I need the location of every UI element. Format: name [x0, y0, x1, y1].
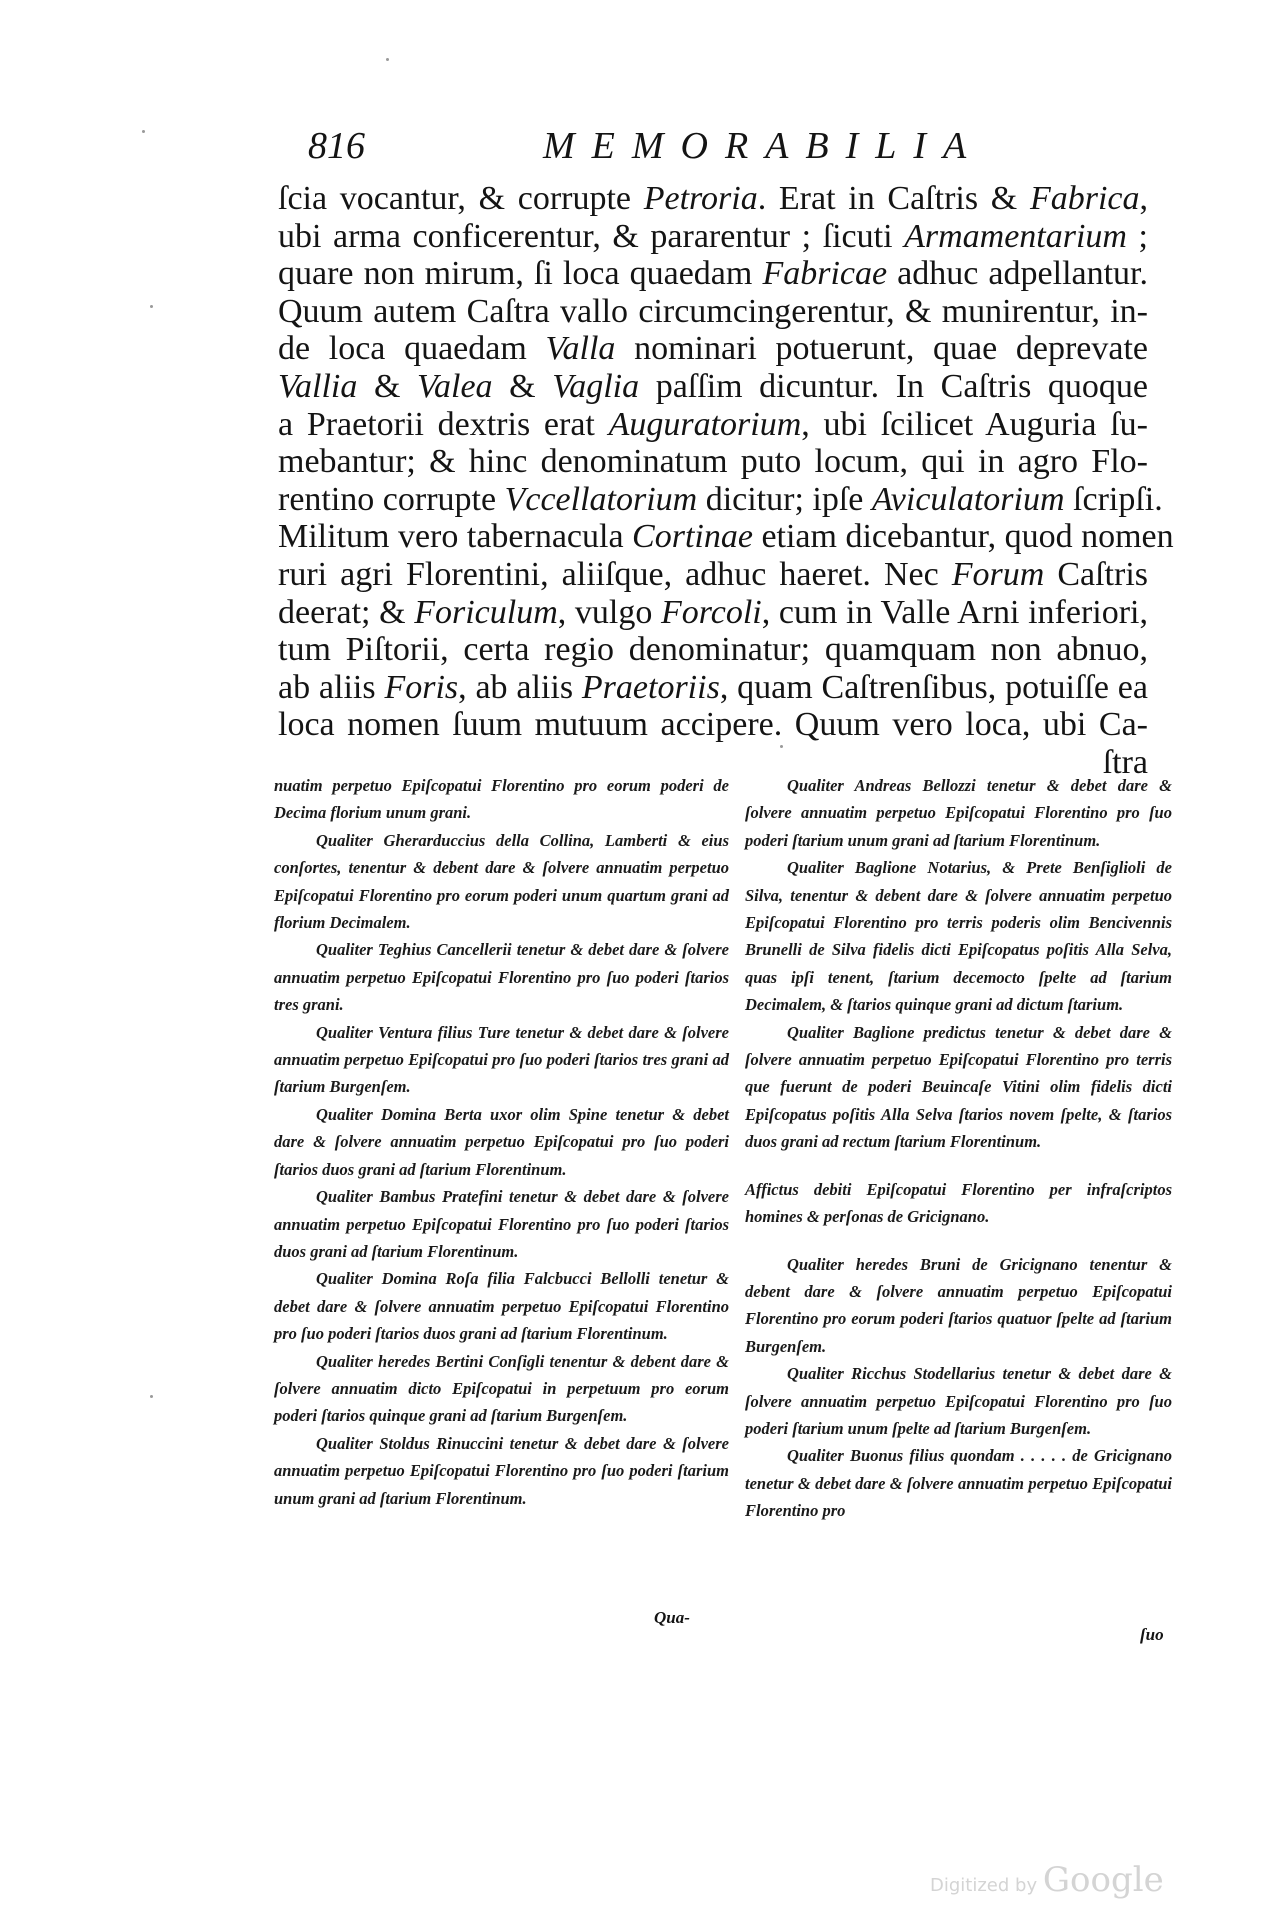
- section-gap: [745, 1231, 1172, 1251]
- entry-paragraph: Qualiter heredes Bruni de Gricignano tenentur & debent dare & ſolvere annuatim perpetuo Epiſcopatui Florentino pro eorum poderi ſtarios quatuor ſpelte ad ſtarium Burgenſem.: [745, 1254, 1172, 1356]
- entry-paragraph: Qualiter Buonus filius quondam . . . . . de Gricignano tenetur & debet dare & ſolvere annuatim perpetuo Epiſcopatui Florentino pro: [745, 1446, 1172, 1521]
- page-header: [308, 124, 1128, 174]
- right-column: [745, 772, 1172, 1525]
- catchword: ſtra: [1102, 743, 1148, 781]
- text-line: ruri agri Florentini, aliiſque, adhuc haeret. Nec Forum Caſtris: [278, 555, 1148, 593]
- page-number: 816: [308, 125, 365, 167]
- text-line: de loca quaedam Valla nominari potuerunt, quae deprevate: [278, 330, 1149, 368]
- section-heading: Affictus debiti Epiſcopatui Florentino per infraſcriptos homines & perſonas de Gricignano.: [745, 1179, 1172, 1227]
- entry-paragraph: Qualiter Andreas Bellozzi tenetur & debet dare & ſolvere annuatim perpetuo Epiſcopatui Florentino pro ſuo poderi ſtarium unum grani ad ſtarium Florentinum.: [745, 776, 1172, 850]
- entry-paragraph: Qualiter Teghius Cancellerii tenetur & debet dare & ſolvere annuatim perpetuo Epiſcopatui Florentino pro ſuo poderi ſtarios tres grani.: [274, 940, 729, 1015]
- entry-paragraph: Qualiter Ventura filius Ture tenetur & debet dare & ſolvere annuatim perpetuo Epiſcopatui pro ſuo poderi ſtarios tres grani ad ſtarium Burgenſem.: [274, 1022, 729, 1097]
- text-line: tum Piſtorii, certa regio denominatur; quamquam non abnuo,: [278, 631, 1148, 669]
- left-column: [274, 772, 729, 1512]
- entry-paragraph: Qualiter heredes Bertini Conſigli tenentur & debent dare & ſolvere annuatim dicto Epiſcopatui in perpetuum pro eorum poderi ſtarios quinque grani ad ſtarium Burgenſem.: [274, 1351, 729, 1426]
- paper-speck: [142, 130, 145, 133]
- entry-paragraph: nuatim perpetuo Epiſcopatui Florentino pro eorum poderi de Decima florium unum grani.: [274, 776, 729, 823]
- text-line: a Praetorii dextris erat Auguratorium, ubi ſcilicet Auguria ſu-: [278, 405, 1148, 443]
- section-gap: [745, 1156, 1172, 1176]
- text-line: loca nomen ſuum mutuum accipere. Quum vero loca, ubi Ca-: [278, 706, 1148, 744]
- text-line: ſcia vocantur, & corrupte Petroria. Erat in Caſtris & Fabrica,: [278, 180, 1148, 217]
- entry-paragraph: Qualiter Domina Roſa filia Falcbucci Bellolli tenetur & debet dare & ſolvere annuatim perpetuo Epiſcopatui Florentino pro ſuo poderi ſtarios duos grani ad ſtarium Florentinum.: [274, 1269, 729, 1344]
- entry-paragraph: Qualiter Ricchus Stodellarius tenetur & debet dare & ſolvere annuatim perpetuo Epiſcopatui Florentino pro ſuo poderi ſtarium unum ſpelte ad ſtarium Burgenſem.: [745, 1364, 1172, 1438]
- paper-speck: [150, 305, 153, 308]
- text-line: Quum autem Caſtra vallo circumcingerentur, & munirentur, in-: [278, 292, 1148, 330]
- text-line: quare non mirum, ſi loca quaedam Fabricae adhuc adpellantur.: [278, 255, 1148, 293]
- paper-speck: [780, 745, 783, 748]
- text-line: ab aliis Foris, ab aliis Praetoriis, quam Caſtrenſibus, potuiſſe ea: [278, 668, 1148, 706]
- running-title: MEMORABILIA: [543, 125, 984, 167]
- entry-paragraph: Qualiter Bambus Pratefini tenetur & debet dare & ſolvere annuatim perpetuo Epiſcopatui Florentino pro ſuo poderi ſtarios duos grani ad ſtarium Florentinum.: [274, 1187, 729, 1261]
- text-line: Vallia & Valea & Vaglia paſſim dicuntur. In Caſtris quoque: [278, 367, 1148, 405]
- entry-paragraph: Qualiter Domina Berta uxor olim Spine tenetur & debet dare & ſolvere annuatim perpetuo Epiſcopatui pro ſuo poderi ſtarios duos grani ad ſtarium Florentinum.: [274, 1104, 729, 1179]
- main-text-block: [278, 180, 1174, 782]
- paper-speck: [150, 1395, 153, 1398]
- watermark-logo: Google: [1042, 1860, 1164, 1900]
- text-line: mebantur; & hinc denominatum puto locum, qui in agro Flo-: [278, 443, 1148, 481]
- entry-paragraph: Qualiter Gherarduccius della Collina, Lamberti & eius conſortes, tenentur & debent dare & ſolvere annuatim perpetuo Epiſcopatui Florentino pro eorum poderi unum quartum grani ad florium Decimalem.: [274, 830, 729, 933]
- entry-paragraph: Qualiter Stoldus Rinuccini tenetur & debet dare & ſolvere annuatim perpetuo Epiſcopatui Florentino pro ſuo poderi ſtarium unum grani ad ſtarium Florentinum.: [274, 1433, 729, 1508]
- google-watermark: [930, 1860, 1164, 1900]
- text-line: ubi arma conficerentur, & pararentur ; ſicuti Armamentarium ;: [278, 217, 1149, 255]
- paper-speck: [386, 58, 389, 61]
- entry-paragraph: Qualiter Baglione Notarius, & Prete Benſiglioli de Silva, tenentur & debent dare & ſolvere annuatim perpetuo Epiſcopatui Florentino pro terris poderis olim Bencivennis Brunelli de Silva fidelis dicti Epiſcopatus poſitis Alla Selva, quas ipſi tenent, ſtarium decemocto ſpelte ad ſtarium Decimalem, & ſtarios quinque grani ad dictum ſtarium.: [745, 858, 1172, 1015]
- text-line: Militum vero tabernacula Cortinae etiam dicebantur, quod nomen: [278, 518, 1174, 556]
- text-line: deerat; & Foriculum, vulgo Forcoli, cum in Valle Arni inferiori,: [278, 593, 1149, 631]
- entry-paragraph: Qualiter Baglione predictus tenetur & debet dare & ſolvere annuatim perpetuo Epiſcopatui Florentino pro terris que fuerunt de poderi Beuincaſe Vitini olim fidelis dicti Epiſcopatus poſitis Alla Selva ſtarios novem ſpelte, & ſtarios duos grani ad rectum ſtarium Florentinum.: [745, 1022, 1172, 1152]
- text-line: rentino corrupte Vccellatorium dicitur; ipſe Aviculatorium ſcripſi.: [278, 480, 1163, 518]
- watermark-small: Digitized by: [930, 1875, 1038, 1896]
- left-catchword: Qua-: [654, 1608, 690, 1627]
- right-catchword: ſuo: [1140, 1625, 1164, 1644]
